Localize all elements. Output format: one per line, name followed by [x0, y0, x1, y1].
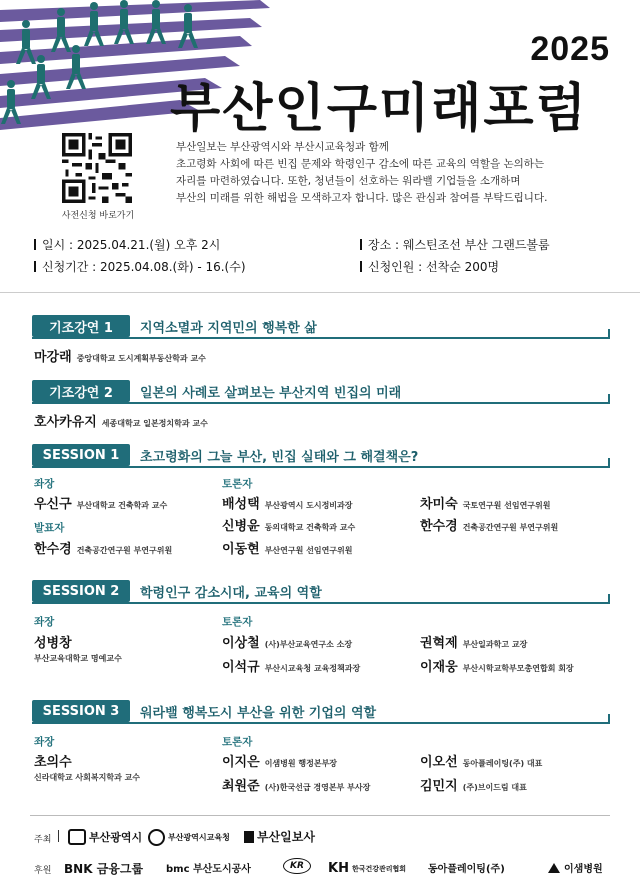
session3-chair-label: 좌장: [34, 736, 55, 748]
intro-text: 부산일보는 부산광역시와 부산시교육청과 함께 초고령화 사회에 따른 빈집 문제와 학령인구 감소에 따른 교육의 역할을 논의하는 자리를 마련하였습니다. 또한, 청년들이 선호하는 워라밸 기업들을 소개하며 부산의 미래를 위한 해법을 모색하고자 합니다. 많은 관심과 참여를 부탁드립니다.: [176, 141, 548, 204]
keynote2-speaker: 호사카유지 세종대학교 일본정치학과 교수: [34, 415, 208, 430]
application-period: 신청기간 : 2025.04.08.(화) - 16.(수): [34, 258, 246, 275]
panelist: 김민지 (주)브이드림 대표: [420, 779, 527, 794]
kr-logo: KR: [283, 858, 311, 874]
panelist: 신병윤 동의대학교 건축학과 교수: [222, 519, 356, 534]
host-label: 주최: [34, 835, 52, 845]
session2-chair-label: 좌장: [34, 616, 55, 628]
kahp-logo: KH 한국건강관리협회: [328, 861, 407, 876]
session1-presenter-label: 발표자: [34, 522, 65, 534]
session2-chair: 성병창: [34, 636, 72, 651]
panelist: 이상철 (사)부산교육연구소 소장: [222, 636, 353, 651]
keynote1-header: 기조강연 1 지역소멸과 지역민의 행복한 삶: [32, 315, 317, 337]
qr-caption[interactable]: 사전신청 바로가기: [61, 211, 135, 221]
donga-plating-logo: 동아플레이팅(주): [428, 864, 505, 875]
busan-city-logo: 부산광역시: [68, 829, 142, 845]
panelist: 이재웅 부산시학교학부모총연합회 회장: [420, 660, 574, 675]
hero-banner: [0, 0, 640, 290]
session1-chair-label: 좌장: [34, 478, 55, 490]
session1-panel-label: 토론자: [222, 478, 253, 490]
sponsor-label: 후원: [34, 866, 52, 876]
event-year: 2025: [530, 30, 610, 68]
panelist: 이동현 부산연구원 선임연구위원: [222, 542, 353, 557]
session3-header: SESSION 3 워라밸 행복도시 부산을 위한 기업의 역할: [32, 700, 376, 722]
session3-chair-affiliation: 신라대학교 사회복지학과 교수: [34, 773, 141, 782]
event-capacity: 신청인원 : 선착순 200명: [360, 258, 499, 275]
busan-ilbo-logo: 부산일보사: [244, 828, 315, 845]
panelist: 배성택 부산광역시 도시정비과장: [222, 497, 353, 512]
session3-panel-label: 토론자: [222, 736, 253, 748]
session1-header: SESSION 1 초고령화의 그늘 부산, 빈집 실태와 그 해결책은?: [32, 444, 418, 466]
keynote1-speaker: 마강래 중앙대학교 도시계획부동산학과 교수: [34, 350, 206, 365]
panelist: 이석규 부산시교육청 교육정책과장: [222, 660, 361, 675]
event-venue: 장소 : 웨스틴조선 부산 그랜드볼룸: [360, 236, 550, 253]
busan-education-office-logo: 부산광역시교육청: [148, 829, 230, 846]
isaem-hospital-logo: 이샘병원: [548, 860, 603, 875]
divider: [0, 292, 640, 293]
qr-code-icon[interactable]: [62, 133, 132, 203]
panelist: 차미숙 국토연구원 선임연구위원: [420, 497, 551, 512]
session2-chair-affiliation: 부산교육대학교 명예교수: [34, 654, 122, 663]
event-date: 일시 : 2025.04.21.(월) 오후 2시: [34, 236, 220, 253]
session2-header: SESSION 2 학령인구 감소시대, 교육의 역할: [32, 580, 322, 602]
panelist: 이오선 동아플레이팅(주) 대표: [420, 755, 543, 770]
bmc-logo: bmc 부산도시공사: [166, 864, 251, 875]
session1-chair: 우신구 부산대학교 건축학과 교수: [34, 497, 168, 512]
footer-divider: [30, 815, 610, 816]
bnk-logo: BNK 금융그룹: [64, 862, 144, 876]
panelist: 권혁제 부산일과학고 교장: [420, 636, 528, 651]
panelist: 한수경 건축공간연구원 부연구위원: [420, 519, 559, 534]
session2-panel-label: 토론자: [222, 616, 253, 628]
panelist: 최원준 (사)한국선급 경영본부 부사장: [222, 779, 371, 794]
session1-presenter: 한수경 건축공간연구원 부연구위원: [34, 542, 173, 557]
keynote2-header: 기조강연 2 일본의 사례로 살펴보는 부산지역 빈집의 미래: [32, 380, 401, 402]
panelist: 이지은 이샘병원 행정본부장: [222, 755, 338, 770]
session3-chair: 초의수: [34, 755, 72, 770]
event-title: 부산인구미래포럼: [170, 79, 588, 139]
